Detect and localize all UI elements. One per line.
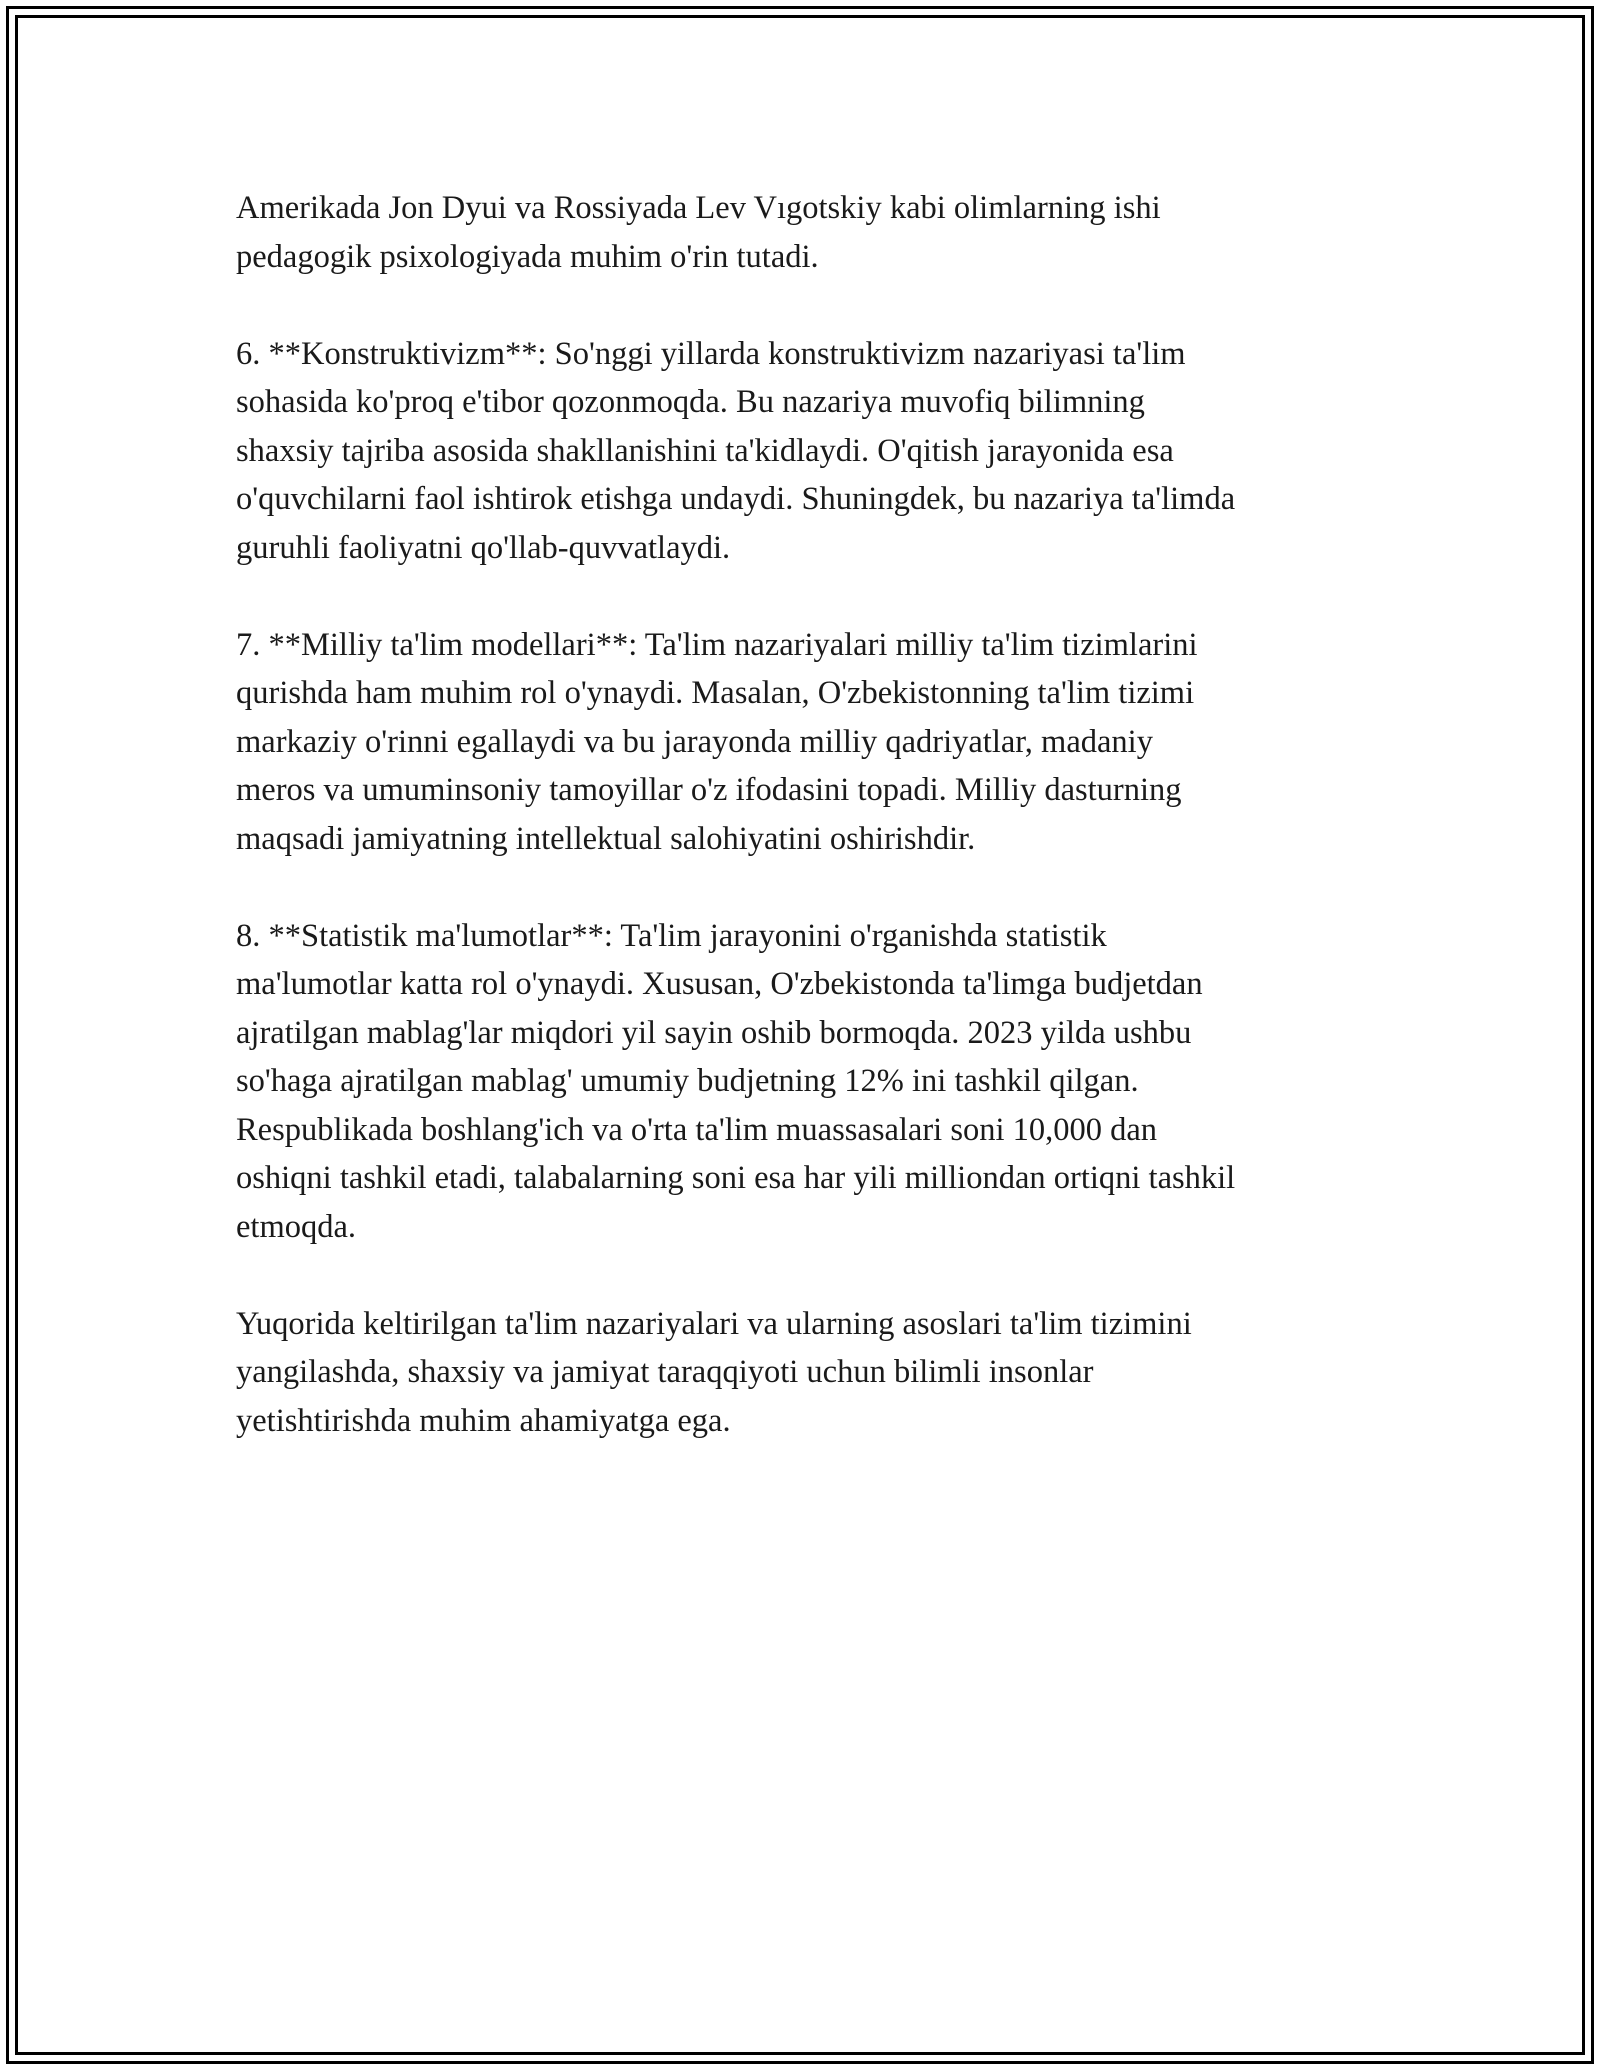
paragraph-statistik-malumotlar: 8. **Statistik ma'lumotlar**: Ta'lim jarayonini o'rganishda statistik ma'lumotlar katta rol o'ynaydi. Xususan, O'zbekistonda ta'limga budjetdan ajratilgan mablag'lar miqdori yil sayin oshib bormoqda. 2023 yilda ushbu so'haga ajratilgan mablag' umumiy budjetning 12% ini tashkil qilgan. Respublikada boshlang'ich va o'rta ta'lim muassasalari soni 10,000 dan oshiqni tashkil etadi, talabalarning soni esa har yili milliondan ortiqni tashkil etmoqda. — [236, 917, 1236, 1245]
document-body — [236, 184, 1386, 1494]
paragraph-milliy-talim-modellari: 7. **Milliy ta'lim modellari**: Ta'lim nazariyalari milliy ta'lim tizimlarini qurishda ham muhim rol o'ynaydi. Masalan, O'zbekistonning ta'lim tizimi markaziy o'rinni egallaydi va bu jarayonda milliy qadriyatlar, madaniy meros va umuminsoniy tamoyillar o'z ifodasini topadi. Milliy dasturning maqsadi jamiyatning intellektual salohiyatini oshirishdir. — [236, 626, 1198, 857]
paragraph-conclusion: Yuqorida keltirilgan ta'lim nazariyalari va ularning asoslari ta'lim tizimini yangilashda, shaxsiy va jamiyat taraqqiyoti uchun bilimli insonlar yetishtirishda muhim ahamiyatga ega. — [236, 1305, 1192, 1439]
paragraph-konstruktivizm: 6. **Konstruktivizm**: So'nggi yillarda konstruktivizm nazariyasi ta'lim sohasida ko'proq e'tibor qozonmoqda. Bu nazariya muvofiq bilimning shaxsiy tajriba asosida shakllanishini ta'kidlaydi. O'qitish jarayonida esa o'quvchilarni faol ishtirok etishga undaydi. Shuningdek, bu nazariya ta'limda guruhli faoliyatni qo'llab-quvvatlaydi. — [236, 335, 1236, 566]
paragraph-intro-continuation: Amerikada Jon Dyui va Rossiyada Lev Vıgotskiy kabi olimlarning ishi pedagogik psixologiyada muhim o'rin tutadi. — [236, 190, 1161, 275]
